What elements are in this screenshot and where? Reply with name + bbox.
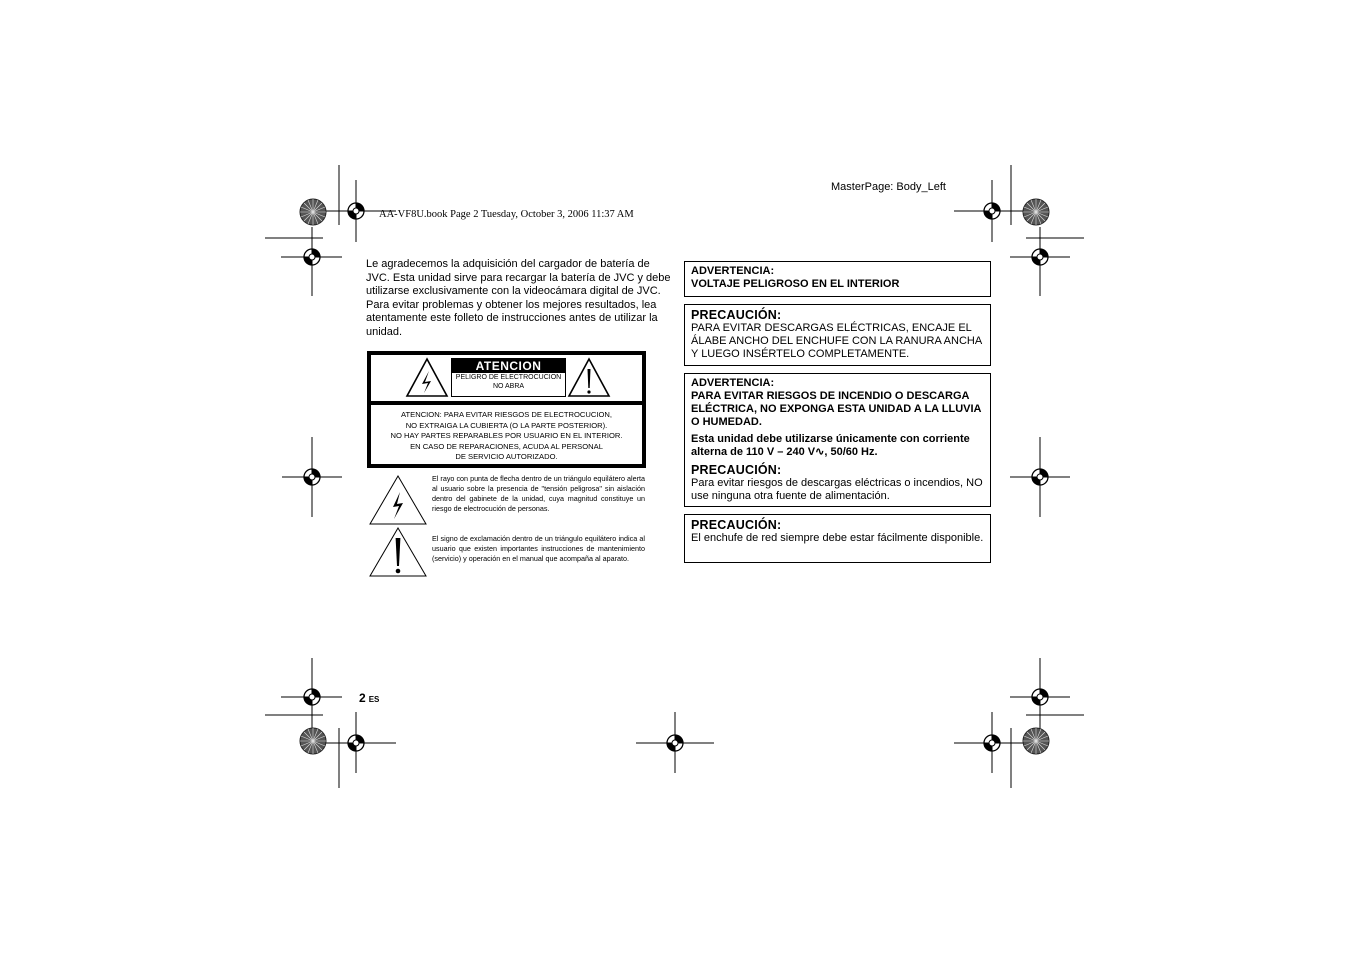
warning-text: PARA EVITAR RIESGOS DE INCENDIO O DESCARGA ELÉCTRICA, NO EXPONGA ESTA UNIDAD A LA LLUVIA O HUMEDAD. xyxy=(691,390,982,428)
caution-line: DE SERVICIO AUTORIZADO. xyxy=(455,452,558,462)
caution-title: PRECAUCIÓN: xyxy=(691,518,782,532)
atencion-title: ATENCION xyxy=(452,359,565,373)
lightning-warning-icon xyxy=(405,356,449,398)
caution-box-plug xyxy=(684,304,991,366)
warning-box-voltage xyxy=(684,261,991,297)
page-language-code: ES xyxy=(368,695,380,704)
caution-title: PRECAUCIÓN: xyxy=(691,463,782,477)
atencion-panel xyxy=(451,358,566,397)
caution-box-mains xyxy=(684,514,991,563)
caution-label xyxy=(367,351,646,468)
atencion-subtitle: PELIGRO DE ELECTROCUCION xyxy=(455,374,562,381)
masterpage-label: MasterPage: Body_Left xyxy=(831,181,946,193)
page-number-value: 2 xyxy=(359,691,366,705)
caution-text: PARA EVITAR DESCARGAS ELÉCTRICAS, ENCAJE EL ÁLABE ANCHO DEL ENCHUFE CON LA RANURA ANCHA Y LUEGO INSÉRTELO COMPLETAMENTE. xyxy=(691,322,982,360)
power-requirement-text: Esta unidad debe utilizarse únicamente con corriente alterna de 110 V – 240 V∿, 50/60 Hz. xyxy=(691,433,970,458)
caution-line: NO EXTRAIGA LA CUBIERTA (O LA PARTE POSTERIOR). xyxy=(405,420,608,430)
intro-paragraph: Le agradecemos la adquisición del cargador de batería de JVC. Esta unidad sirve para recargar la batería de JVC y debe utilizarse exclusivamente con la videocámara digital de JVC. Para evitar problemas y obtener los mejores resultados, lea atentamente este folleto de instrucciones antes de utilizar la unidad. xyxy=(366,258,671,338)
lightning-symbol-icon xyxy=(368,474,428,526)
caution-text: El enchufe de red siempre debe estar fácilmente disponible. xyxy=(691,532,984,544)
warning-heading: ADVERTENCIA: xyxy=(691,377,775,389)
page-number xyxy=(359,691,379,705)
caution-label-text xyxy=(371,410,642,463)
caution-line: EN CASO DE REPARACIONES, ACUDA AL PERSONAL xyxy=(410,441,603,451)
lightning-explanation: El rayo con punta de flecha dentro de un triángulo equilátero alerta al usuario sobre la presencia de "tensión peligrosa" sin aislación dentro del gabinete de la unidad, cuya magnitud constituye un riesgo de electrocución de personas. xyxy=(432,474,645,513)
caution-line: ATENCION: PARA EVITAR RIESGOS DE ELECTROCUCION, xyxy=(401,410,612,419)
book-info-line: AA-VF8U.book Page 2 Tuesday, October 3, 2006 11:37 AM xyxy=(379,209,634,220)
caution-line: NO HAY PARTES REPARABLES POR USUARIO EN EL INTERIOR. xyxy=(390,431,623,441)
warning-heading: ADVERTENCIA: xyxy=(691,265,775,277)
exclamation-symbol-icon xyxy=(368,526,428,578)
exclamation-warning-icon xyxy=(567,356,611,398)
caution-label-header xyxy=(371,355,642,405)
warning-text: VOLTAJE PELIGROSO EN EL INTERIOR xyxy=(691,278,900,290)
caution-title: PRECAUCIÓN: xyxy=(691,308,782,322)
exclamation-explanation: El signo de exclamación dentro de un triángulo equilátero indica al usuario que existen importantes instrucciones de mantenimiento (servicio) y operación en el manual que acompaña al aparato. xyxy=(432,534,645,563)
warning-box-fire xyxy=(684,373,991,507)
caution-text: Para evitar riesgos de descargas eléctricas o incendios, NO use ninguna otra fuente de alimentación. xyxy=(691,477,983,502)
atencion-subtitle: NO ABRA xyxy=(492,383,525,390)
